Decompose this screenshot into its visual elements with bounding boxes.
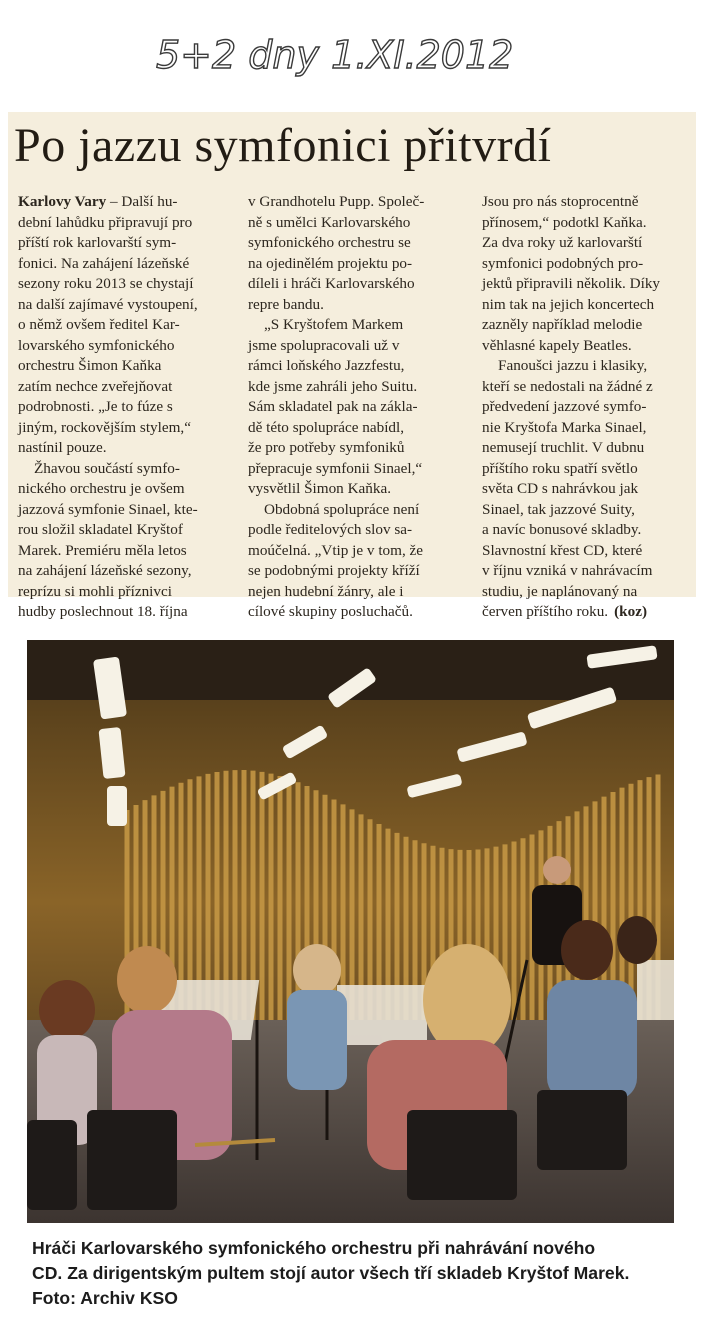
article-line: příští rok karlovarští sym- [18,234,177,251]
article-line: nického orchestru je ovšem [18,480,185,497]
article-line: červen příštího roku. (koz) [482,603,648,620]
photo-caption [32,1236,702,1310]
article-line: „S Kryštofem Markem [264,316,404,333]
article-line: Jsou pro nás stoprocentně [482,193,639,210]
article-line: ně s umělci Karlovarského [248,213,411,231]
article-headline: Po jazzu symfonici přitvrdí [14,119,552,172]
article-line: v Grandhotelu Pupp. Společ- [248,193,425,210]
article-line: Sinael, tak jazzové Suity, [482,500,635,518]
article-column-1 [18,192,233,623]
svg-text:5+2 dny 1.XI.2012: 5+2 dny 1.XI.2012 [156,33,514,77]
article-line: nim tak na jejich koncertech [482,295,655,313]
article-line: světa CD s nahrávkou jak [482,480,639,497]
article-paragraph [482,356,697,623]
article-line: lovarského symfonického [18,336,175,354]
article-dateline: Karlovy Vary [18,193,110,210]
article-line: rou složil skladatel Kryštof [18,521,183,538]
article-paragraph [248,500,463,623]
article-line: přínosem,“ podotkl Kaňka. [482,213,647,231]
article-line: Žhavou součástí symfo- [34,459,180,477]
caption-photo-credit: Foto: Archiv KSO [32,1287,178,1308]
article-line: studiu, je naplánovaný na [482,582,638,600]
article-line: na ojedinělém projektu po- [248,254,413,272]
article-line: fonici. Na zahájení lázeňské [18,254,190,272]
article-column-3 [482,192,697,623]
article-paragraph [482,192,697,356]
caption-line-2: CD. Za dirigentským pultem stojí autor všech tří skladeb Kryštof Marek. [32,1262,630,1283]
article-line: symfonického orchestru se [248,234,411,251]
article-line: zazněly například melodie [482,316,643,333]
article-line: díleli i hráči Karlovarského [248,275,415,292]
article-line: předvedení jazzové symfo- [482,398,647,415]
article-line: nastínil pouze. [18,439,107,456]
article-line: dební lahůdku připravují pro [18,213,193,231]
article-line: symfonici podobných pro- [482,254,644,272]
article-line: věhlasné kapely Beatles. [482,336,632,354]
article-line: Fanoušci jazzu i klasiky, [498,357,648,374]
article-line: na další zajímavé vystoupení, [18,295,198,313]
article-paragraph [248,315,463,500]
orchestra-photo [27,640,674,1223]
article-line: se podobnými projekty kříží [248,562,420,579]
article-line: kde jsme zahráli jeho Suitu. [248,377,418,395]
article-line: Obdobná spolupráce není [264,500,420,518]
article-line: jiným, rockovějším stylem,“ [18,418,191,436]
article-author: (koz) [614,603,648,620]
article-line: orchestru Šimon Kaňka [18,357,162,374]
article-line: nie Kryštofa Marka Sinael, [482,418,647,436]
article-line: přepracuje symfonii Sinael,“ [248,459,423,477]
article-line: v říjnu vzniká v nahrávacím [482,562,653,579]
article-line: rámci loňského Jazzfestu, [248,357,405,374]
article-column-2 [248,192,463,623]
article-line: vysvětlil Šimon Kaňka. [248,480,392,497]
article-line: hudby poslechnout 18. října [18,603,188,620]
article-line: podrobnosti. „Je to fúze s [18,398,173,415]
article-line: na zahájení lázeňské sezony, [18,562,192,579]
article-line: příštího roku spatří světlo [482,459,638,477]
article-line: podle ředitelových slov sa- [248,521,413,538]
article-line: sezony roku 2013 se chystají [18,275,194,292]
article-line: repre bandu. [248,295,324,313]
article-line: reprízu si mohli příznivci [18,582,172,600]
article-line: Za dva roky už karlovarští [482,234,643,251]
article-line: nejen hudební žánry, ale i [248,582,404,600]
article-line: Marek. Premiéru měla letos [18,541,187,559]
article-line: o němž ovšem ředitel Kar- [18,316,180,333]
article-line: zatím nechce zveřejňovat [18,377,173,395]
article-line: že pro potřeby symfoniků [248,439,405,456]
article-paragraph [18,192,233,459]
article-line: nemusejí truchlit. V dubnu [482,439,645,456]
article-line: Sám skladatel pak na zákla- [248,398,418,415]
article-line: cílové skupiny posluchačů. [248,603,413,620]
article-paragraph [248,192,463,315]
article-line: a navíc bonusové skladby. [482,521,642,538]
article-line: Slavnostní křest CD, které [482,541,643,559]
article-line: jazzová symfonie Sinael, kte- [18,500,198,518]
article-line: Karlovy Vary – Další hu- [18,193,178,210]
article-line: jektů připravili několik. Díky [482,275,661,292]
caption-line-1: Hráči Karlovarského symfonického orchestru při nahrávání nového [32,1238,596,1258]
article-line: moúčelná. „Vtip je v tom, že [248,541,424,559]
article-paragraph [18,459,233,623]
article-line: jsme spolupracovali už v [248,336,400,354]
article-line: dě této spolupráce nabídl, [248,418,405,436]
handwritten-date-note [150,8,570,103]
article-line: kteří se nedostali na žádné z [482,377,653,395]
